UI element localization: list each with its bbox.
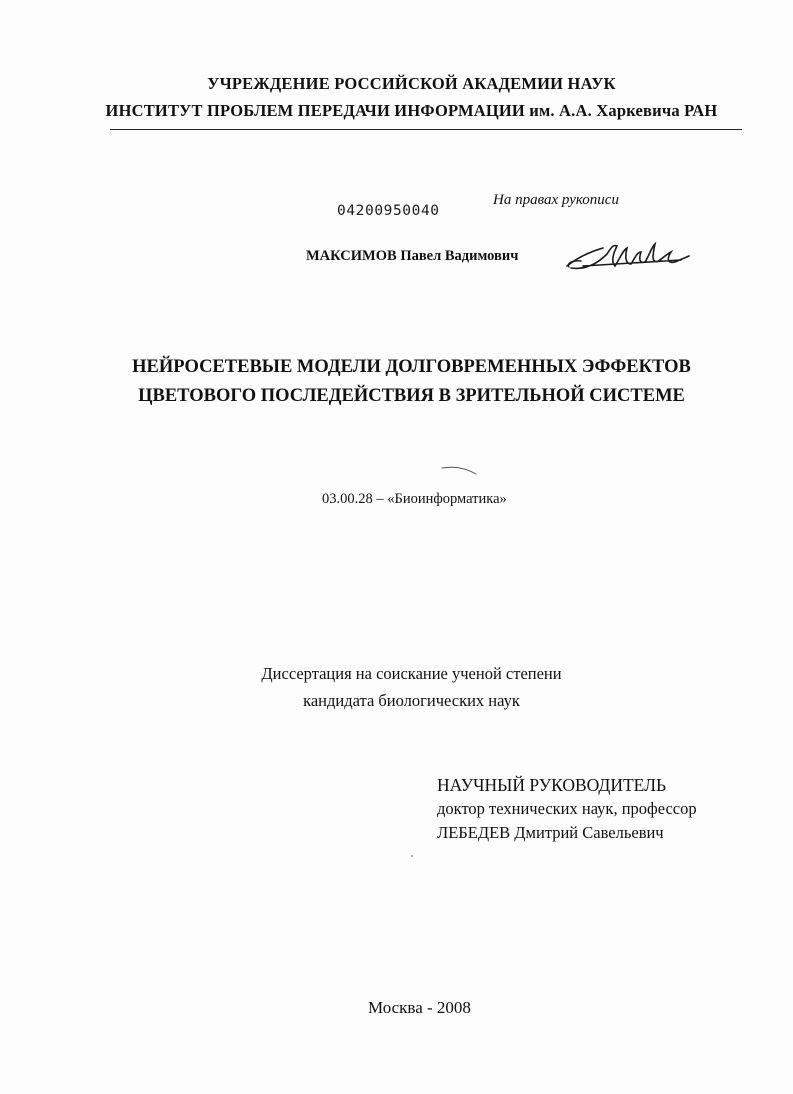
pen-mark [440,464,480,478]
author-signature [563,236,698,282]
archive-code: 04200950040 [337,203,440,219]
supervisor-heading: НАУЧНЫЙ РУКОВОДИТЕЛЬ [437,775,667,795]
dissertation-title [0,353,793,411]
supervisor-name: ЛЕБЕДЕВ Дмитрий Савельевич [437,823,664,842]
supervisor-credentials: доктор технических наук, профессор [437,799,697,818]
city-year: Москва - 2008 [368,998,471,1017]
organization-line-1: УЧРЕЖДЕНИЕ РОССИЙСКОЙ АКАДЕМИИ НАУК [207,74,616,93]
organization-line-2: ИНСТИТУТ ПРОБЛЕМ ПЕРЕДАЧИ ИНФОРМАЦИИ им. А.А. Харкевича РАН [105,101,718,120]
rights-note: На правах рукописи [493,192,619,208]
specialty-code: 03.00.28 – «Биоинформатика» [322,491,507,507]
degree-statement [0,660,793,714]
degree-line-1: Диссертация на соискание ученой степени [261,664,562,683]
degree-line-2: кандидата биологических наук [303,691,520,710]
speck [411,855,413,857]
header-divider [110,129,742,130]
title-line-2: ЦВЕТОВОГО ПОСЛЕДЕЙСТВИЯ В ЗРИТЕЛЬНОЙ СИСТЕМЕ [138,386,685,406]
title-line-1: НЕЙРОСЕТЕВЫЕ МОДЕЛИ ДОЛГОВРЕМЕННЫХ ЭФФЕКТОВ [132,357,691,377]
supervisor-block [437,773,697,845]
author-name: МАКСИМОВ Павел Вадимович [306,248,519,264]
